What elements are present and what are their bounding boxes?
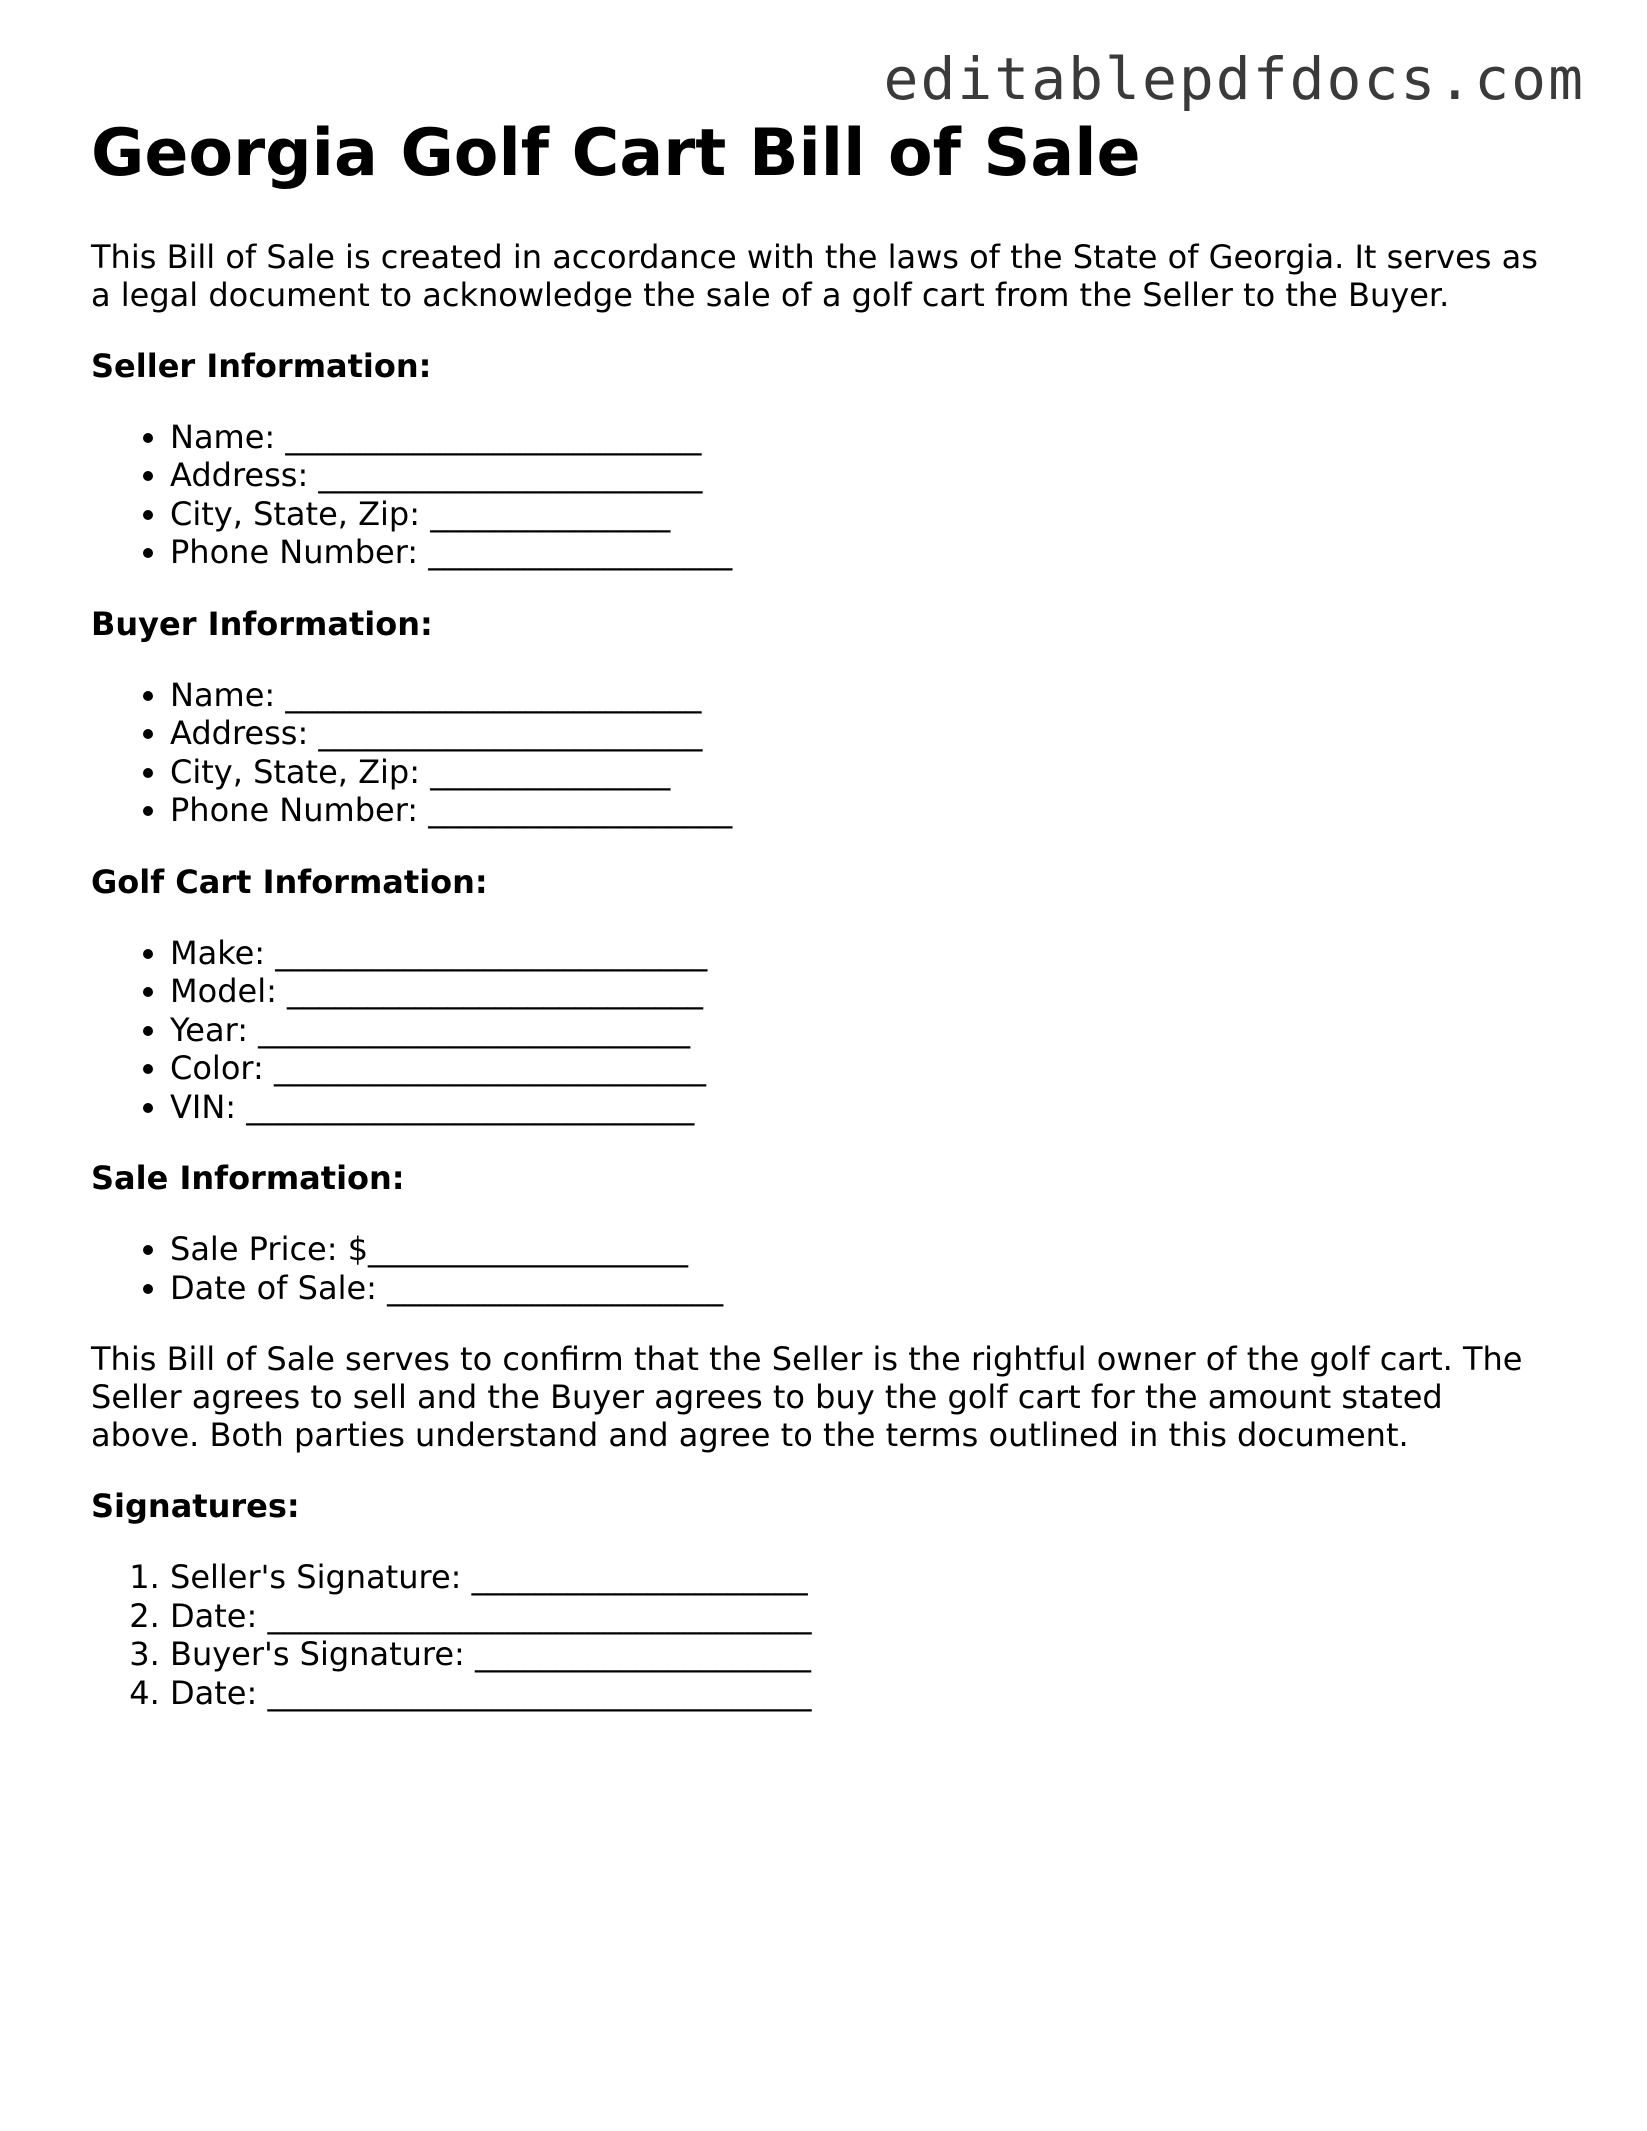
sale-section [91,1159,1561,1307]
page-title: Georgia Golf Cart Bill of Sale [91,116,1141,191]
seller-address-field: • Address: ________________________ [170,456,1561,495]
sale-price-field: • Sale Price: $____________________ [170,1230,1561,1269]
buyer-signature-field: 3. Buyer's Signature: _____________________ [170,1635,1561,1674]
cart-model-field: • Model: __________________________ [170,972,1561,1011]
buyer-date-field: 4. Date: __________________________________ [170,1674,1561,1713]
buyer-city-state-zip-field: • City, State, Zip: _______________ [170,753,1561,792]
seller-heading: Seller Information: [91,346,432,385]
buyer-name-field: • Name: __________________________ [170,676,1561,715]
signatures-heading: Signatures: [91,1487,300,1525]
seller-city-state-zip-field: • City, State, Zip: _______________ [170,495,1561,534]
cart-year-field: • Year: ___________________________ [170,1011,1561,1050]
cart-make-field: • Make: ___________________________ [170,934,1561,973]
signatures-list [91,1558,1561,1712]
cart-list [91,934,1561,1127]
sale-date-field: • Date of Sale: _____________________ [170,1269,1561,1308]
confirmation-paragraph: This Bill of Sale serves to confirm that the Seller is the rightful owner of the golf cart. The Seller agrees to sell and the Buyer agrees to buy the golf cart for the amount stated above. Both parties understand and agree to the terms outlined in this document. [91,1340,1523,1454]
sale-list [91,1230,1561,1307]
signatures-section [91,1487,1561,1712]
seller-date-field: 2. Date: __________________________________ [170,1597,1561,1636]
buyer-heading: Buyer Information: [91,604,433,643]
cart-vin-field: • VIN: ____________________________ [170,1088,1561,1127]
seller-name-field: • Name: __________________________ [170,418,1561,457]
cart-heading: Golf Cart Information: [91,862,488,901]
cart-section [91,863,1561,1127]
seller-section [91,347,1561,572]
seller-phone-field: • Phone Number: ___________________ [170,533,1561,572]
watermark: editablepdfdocs.com [883,45,1585,113]
seller-list [91,418,1561,572]
buyer-section [91,605,1561,830]
sale-heading: Sale Information: [91,1159,405,1197]
buyer-list [91,676,1561,830]
buyer-address-field: • Address: ________________________ [170,714,1561,753]
buyer-phone-field: • Phone Number: ___________________ [170,791,1561,830]
document-body [91,118,1561,1745]
seller-signature-field: 1. Seller's Signature: _____________________ [170,1558,1561,1597]
intro-paragraph: This Bill of Sale is created in accordance with the laws of the State of Georgia. It serves as a legal document to acknowledge the sale of a golf cart from the Seller to the Buyer. [91,237,1538,314]
cart-color-field: • Color: ___________________________ [170,1049,1561,1088]
